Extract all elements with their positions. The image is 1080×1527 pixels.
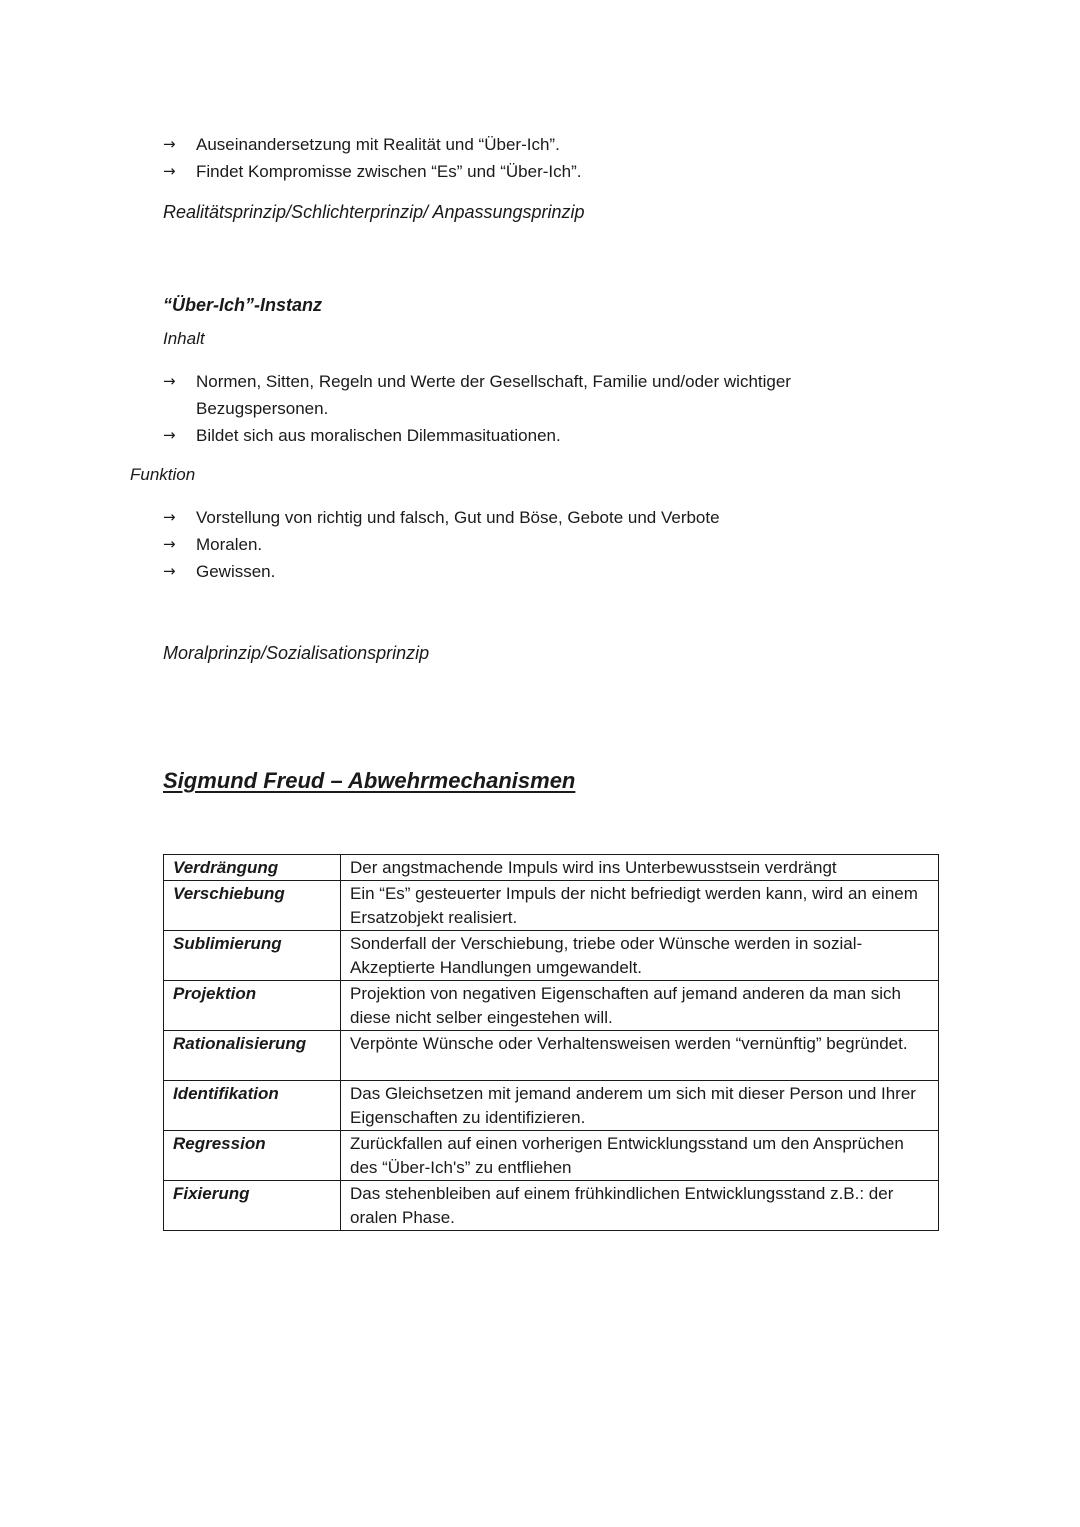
bullet-text: Vorstellung von richtig und falsch, Gut und Böse, Gebote und Verbote [196,508,720,527]
bullet-item [163,504,720,531]
ich-principle: Realitätsprinzip/Schlichterprinzip/ Anpassungsprinzip [163,202,585,222]
inhalt-bullet-list [163,368,863,449]
mechanism-term: Verdrängung [164,855,341,881]
arrow-right-icon: → [163,426,176,444]
bullet-item [163,158,581,185]
mechanism-description: Das Gleichsetzen mit jemand anderem um sich mit dieser Person und Ihrer Eigenschaften zu identifizieren. [341,1081,939,1131]
mechanism-term: Projektion [164,981,341,1031]
bullet-text: Moralen. [196,535,263,554]
inhalt-label: Inhalt [163,329,205,348]
mechanism-term: Verschiebung [164,881,341,931]
table-row [164,881,939,931]
mechanism-term: Sublimierung [164,931,341,981]
mechanism-term: Identifikation [164,1081,341,1131]
mechanism-description: Projektion von negativen Eigenschaften auf jemand anderen da man sich diese nicht selber eingestehen will. [341,981,939,1031]
bullet-text: Gewissen. [196,562,276,581]
mechanism-description: Das stehenbleiben auf einem frühkindlichen Entwicklungsstand z.B.: der oralen Phase. [341,1181,939,1231]
mechanism-description: Ein “Es” gesteuerter Impuls der nicht befriedigt werden kann, wird an einem Ersatzobjekt realisiert. [341,881,939,931]
funktion-bullet-list [163,504,720,585]
table-row [164,981,939,1031]
bullet-text: Findet Kompromisse zwischen “Es” und “Über-Ich”. [196,162,582,181]
mechanism-description: Der angstmachende Impuls wird ins Unterbewusstsein verdrängt [341,855,939,881]
table-row [164,1081,939,1131]
bullet-item [163,531,720,558]
bullet-text: Normen, Sitten, Regeln und Werte der Gesellschaft, Familie und/oder wichtiger Bezugspersonen. [196,372,791,418]
ich-bullet-list [163,131,581,185]
mechanism-term: Rationalisierung [164,1031,341,1081]
ueberich-principle: Moralprinzip/Sozialisationsprinzip [163,643,430,663]
table-row [164,1131,939,1181]
table-row [164,931,939,981]
mechanism-description: Verpönte Wünsche oder Verhaltensweisen werden “vernünftig” begründet. [341,1031,939,1081]
arrow-right-icon: → [163,562,176,580]
arrow-right-icon: → [163,535,176,553]
mechanism-description: Zurückfallen auf einen vorherigen Entwicklungsstand um den Ansprüchen des “Über-Ich's” zu entfliehen [341,1131,939,1181]
arrow-right-icon: → [163,508,176,526]
mechanism-term: Fixierung [164,1181,341,1231]
arrow-right-icon: → [163,162,176,180]
mechanism-term: Regression [164,1131,341,1181]
table-row [164,1031,939,1081]
funktion-label: Funktion [130,465,196,484]
arrow-right-icon: → [163,372,176,390]
bullet-item [163,558,720,585]
bullet-item [163,131,581,158]
mechanism-description: Sonderfall der Verschiebung, triebe oder Wünsche werden in sozial-Akzeptierte Handlungen umgewandelt. [341,931,939,981]
bullet-text: Auseinandersetzung mit Realität und “Über-Ich”. [196,135,560,154]
bullet-text: Bildet sich aus moralischen Dilemmasituationen. [196,426,561,445]
abwehr-title: Sigmund Freud – Abwehrmechanismen [163,768,576,793]
table-row [164,855,939,881]
ueberich-heading: “Über-Ich”-Instanz [163,295,323,315]
abwehr-table [163,854,939,1231]
arrow-right-icon: → [163,135,176,153]
table-row [164,1181,939,1231]
bullet-item [163,422,863,449]
bullet-item [163,368,863,422]
